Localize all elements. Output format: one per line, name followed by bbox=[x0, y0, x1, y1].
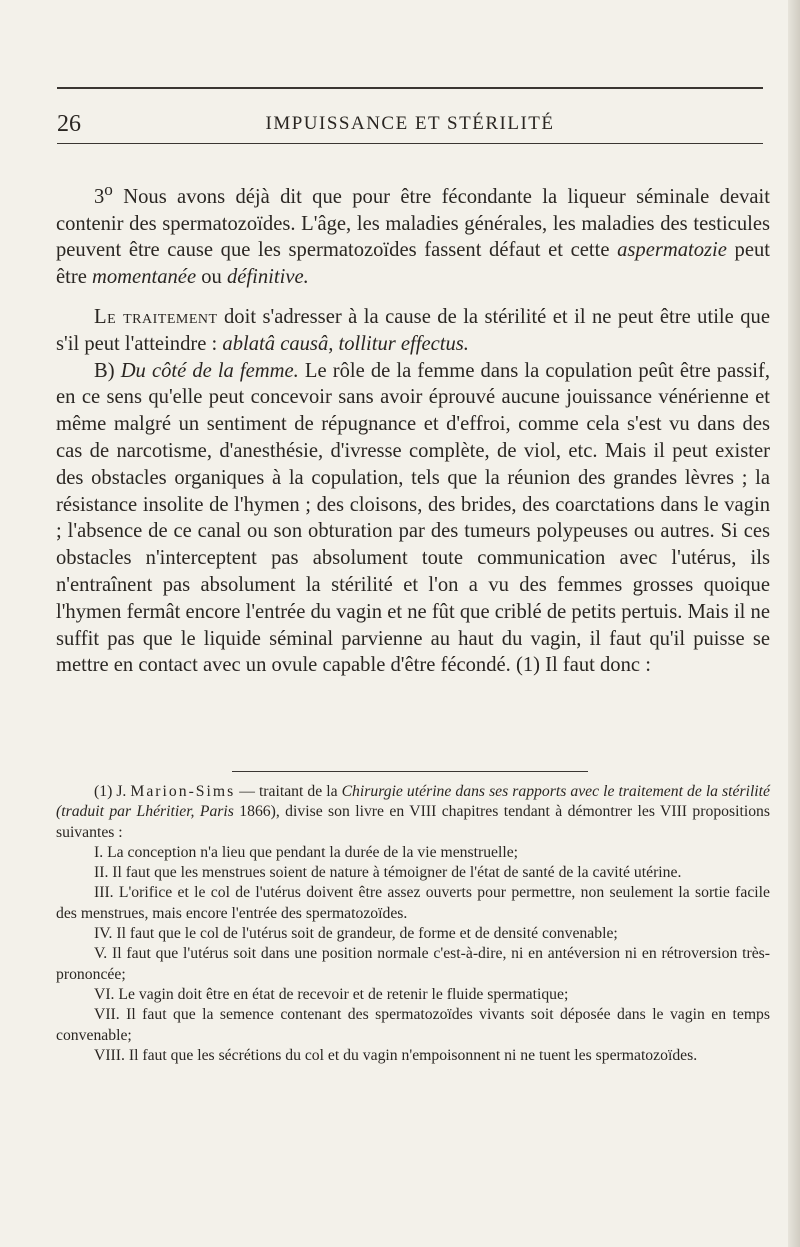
footnote-text: — traitant de la bbox=[235, 783, 342, 800]
footnote-title: Chirurgie utérine dans ses rapports avec le traitement de la stérilité (traduit par Lhéritier, Paris bbox=[56, 783, 770, 821]
paragraph-3 bbox=[56, 358, 770, 680]
p2-lead: Le traitement bbox=[94, 306, 218, 329]
footnote-rule bbox=[232, 771, 588, 772]
paragraph-1 bbox=[56, 177, 770, 291]
proposition-6: VI. Le vagin doit être en état de recevoir et de retenir le fluide spermatique; bbox=[94, 985, 569, 1003]
p1-term-definitive: définitive. bbox=[226, 266, 309, 289]
proposition-8: VIII. Il faut que les sécrétions du col et du vagin n'empoisonnent ni ne tuent les spermatozoïdes. bbox=[94, 1046, 698, 1064]
footnote-author: Marion-Sims bbox=[130, 783, 236, 800]
proposition-3: III. L'orifice et le col de l'utérus doivent être assez ouverts pour permettre, non seulement la sortie facile des menstrues, mais encore l'entrée des spermatozoïdes. bbox=[56, 884, 770, 922]
p3-label: B) bbox=[94, 359, 121, 382]
p1-term-aspermatozie: aspermatozie bbox=[617, 239, 727, 262]
top-rule bbox=[57, 87, 763, 89]
footnote-text-2: 1866), divise son livre en VIII chapitres tendant à démontrer les VIII propositions suivantes : bbox=[56, 803, 771, 841]
proposition-7: VII. Il faut que la semence contenant des spermatozoïdes vivants soit déposée dans le vagin en temps convenable; bbox=[56, 1006, 770, 1044]
header-rule bbox=[57, 143, 763, 144]
p1-text: Nous avons déjà dit que pour être fécondante la liqueur séminale devait contenir des spermatozoïdes. L'âge, les maladies générales, les maladies des testicules peuvent être cause que les spermatozoïdes fassent défaut et cette bbox=[56, 185, 770, 262]
footnote-intro bbox=[56, 782, 770, 843]
page-number: 26 bbox=[57, 111, 81, 137]
footnote-marker: (1) J. bbox=[94, 783, 131, 800]
main-text bbox=[56, 177, 770, 679]
proposition-2: II. Il faut que les menstrues soient de nature à témoigner de l'état de santé de la cavité utérine. bbox=[94, 864, 682, 882]
p3-text: Le rôle de la femme dans la copulation peût être passif, en ce sens qu'elle peut concevoir sans avoir éprouvé aucune jouissance vénérienne et même malgré un sentiment de répugnance et d'effroi, comme cela s'est vu dans des cas de narcotisme, d'anesthésie, d'ivresse complète, de viol, etc. Mais il peut exister des obstacles organiques à la copulation, tels que la réunion des grandes lèvres ; la résistance insolite de l'hymen ; des cloisons, des brides, des coarctations dans le vagin ; l'absence de ce canal ou son obturation par des tumeurs polypeuses ou autres. Si ces obstacles n'interceptent pas absolument toute communication avec l'utérus, ils n'entraînent pas absolument la stérilité et l'on a vu des femmes grosses quoique l'hymen fermât encore l'entrée du vagin et ne fût que criblé de petits pertuis. Mais il ne suffit pas que le liquide séminal parvienne au haut du vagin, il faut qu'il puisse se mettre en contact avec un ovule capable d'être fécondé. (1) Il faut donc : bbox=[56, 359, 770, 677]
p1-ordinal: o bbox=[104, 180, 113, 199]
footnotes bbox=[56, 782, 770, 1066]
p3-heading: Du côté de la femme. bbox=[120, 359, 299, 382]
page-header bbox=[57, 103, 763, 143]
p1-text-3: ou bbox=[196, 266, 227, 289]
proposition-4: IV. Il faut que le col de l'utérus soit de grandeur, de forme et de densité convenable; bbox=[94, 925, 618, 943]
p1-text-2: peut être bbox=[56, 239, 771, 289]
p2-latin-phrase: ablatâ causâ, tollitur effectus. bbox=[222, 332, 469, 355]
proposition-1: I. La conception n'a lieu que pendant la durée de la vie menstruelle; bbox=[94, 843, 519, 861]
proposition-5: V. Il faut que l'utérus soit dans une position normale c'est-à-dire, ni en antéversion ni en rétroversion très-prononcée; bbox=[56, 945, 770, 983]
p1-term-momentanee: momentanée bbox=[92, 266, 197, 289]
p2-text: doit s'adresser à la cause de la stérilité et il ne peut être utile que s'il peut l'atteindre : bbox=[56, 306, 770, 355]
page-edge-shadow bbox=[788, 0, 800, 1247]
p1-number: 3 bbox=[94, 185, 105, 208]
paragraph-2 bbox=[56, 304, 770, 358]
running-title: IMPUISSANCE ET STÉRILITÉ bbox=[265, 113, 555, 134]
